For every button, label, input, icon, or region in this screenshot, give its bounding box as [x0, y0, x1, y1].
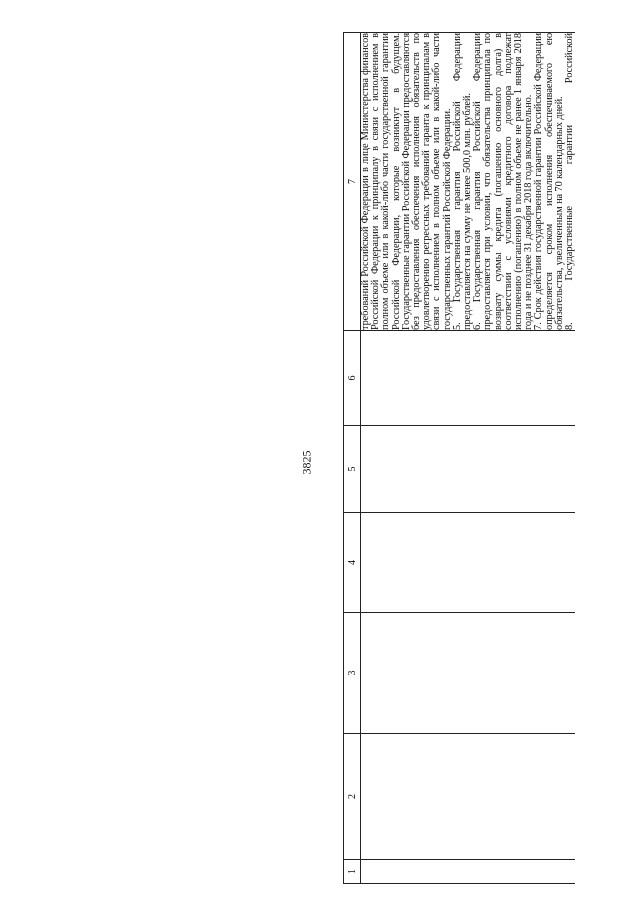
column-header-2: 2	[344, 734, 361, 860]
rotated-table-area	[343, 33, 576, 884]
cell-col-3	[361, 613, 576, 734]
page-number	[292, 432, 322, 492]
guarantee-text-paragraph-7: 7. Срок действия государственной гарантии Российской Федерации определяется сроком исполнения обеспечиваемого ею обязательства, увеличенным на 70 календарных дней.	[533, 33, 565, 330]
guarantee-text-paragraph-1: требований Российской Федерации в лице Министерства финансов Российской Федерации к принципалу в связи с исполнением в полном объеме или в какой-либо части государственной гарантии Российской Федерации, которые возникнут в будущем. Государственные гарантии Российской Федерации предоставляются без предоставления обеспечения исполнения обязательств по удовлетворению регрессных требований гаранта к принципалам в связи с исполнением в полном объеме или в какой-либо части государственных гарантий Российской Федерации.	[360, 33, 453, 330]
cell-col-4	[361, 513, 576, 613]
rotated-table-frame	[343, 33, 576, 884]
cell-col-6	[361, 331, 576, 426]
column-header-3: 3	[344, 613, 361, 734]
column-header-5: 5	[344, 426, 361, 513]
page-number-text: 3825	[299, 450, 314, 474]
column-header-4: 4	[344, 513, 361, 613]
table-row	[361, 33, 576, 884]
cell-col-1	[361, 860, 576, 884]
cell-col-7	[361, 33, 576, 331]
column-header-7: 7	[344, 33, 361, 331]
column-header-1: 1	[344, 860, 361, 884]
guarantee-text-paragraph-5: 5. Государственная гарантия Российской Федерации предоставляется на сумму не менее 500,0 млн. рублей.	[451, 33, 474, 330]
cell-col-5	[361, 426, 576, 513]
table-header-row	[344, 33, 361, 884]
cell-col-2	[361, 734, 576, 860]
guarantee-text-paragraph-6: 6. Государственная гарантия Российской Федерации предоставляется при условии, что обязательства принципала по возврату суммы кредита (погашению основного долга) в соответствии с условиями кредитного договора подлежат исполнению (погашению) в полном объеме не ранее 1 января 2018 года и не позднее 31 декабря 2018 года включительно.	[472, 33, 535, 330]
guarantee-text-paragraph-8: 8. Государственные гарантии Российской	[564, 33, 576, 330]
column-header-6: 6	[344, 331, 361, 426]
budget-table	[343, 32, 575, 884]
